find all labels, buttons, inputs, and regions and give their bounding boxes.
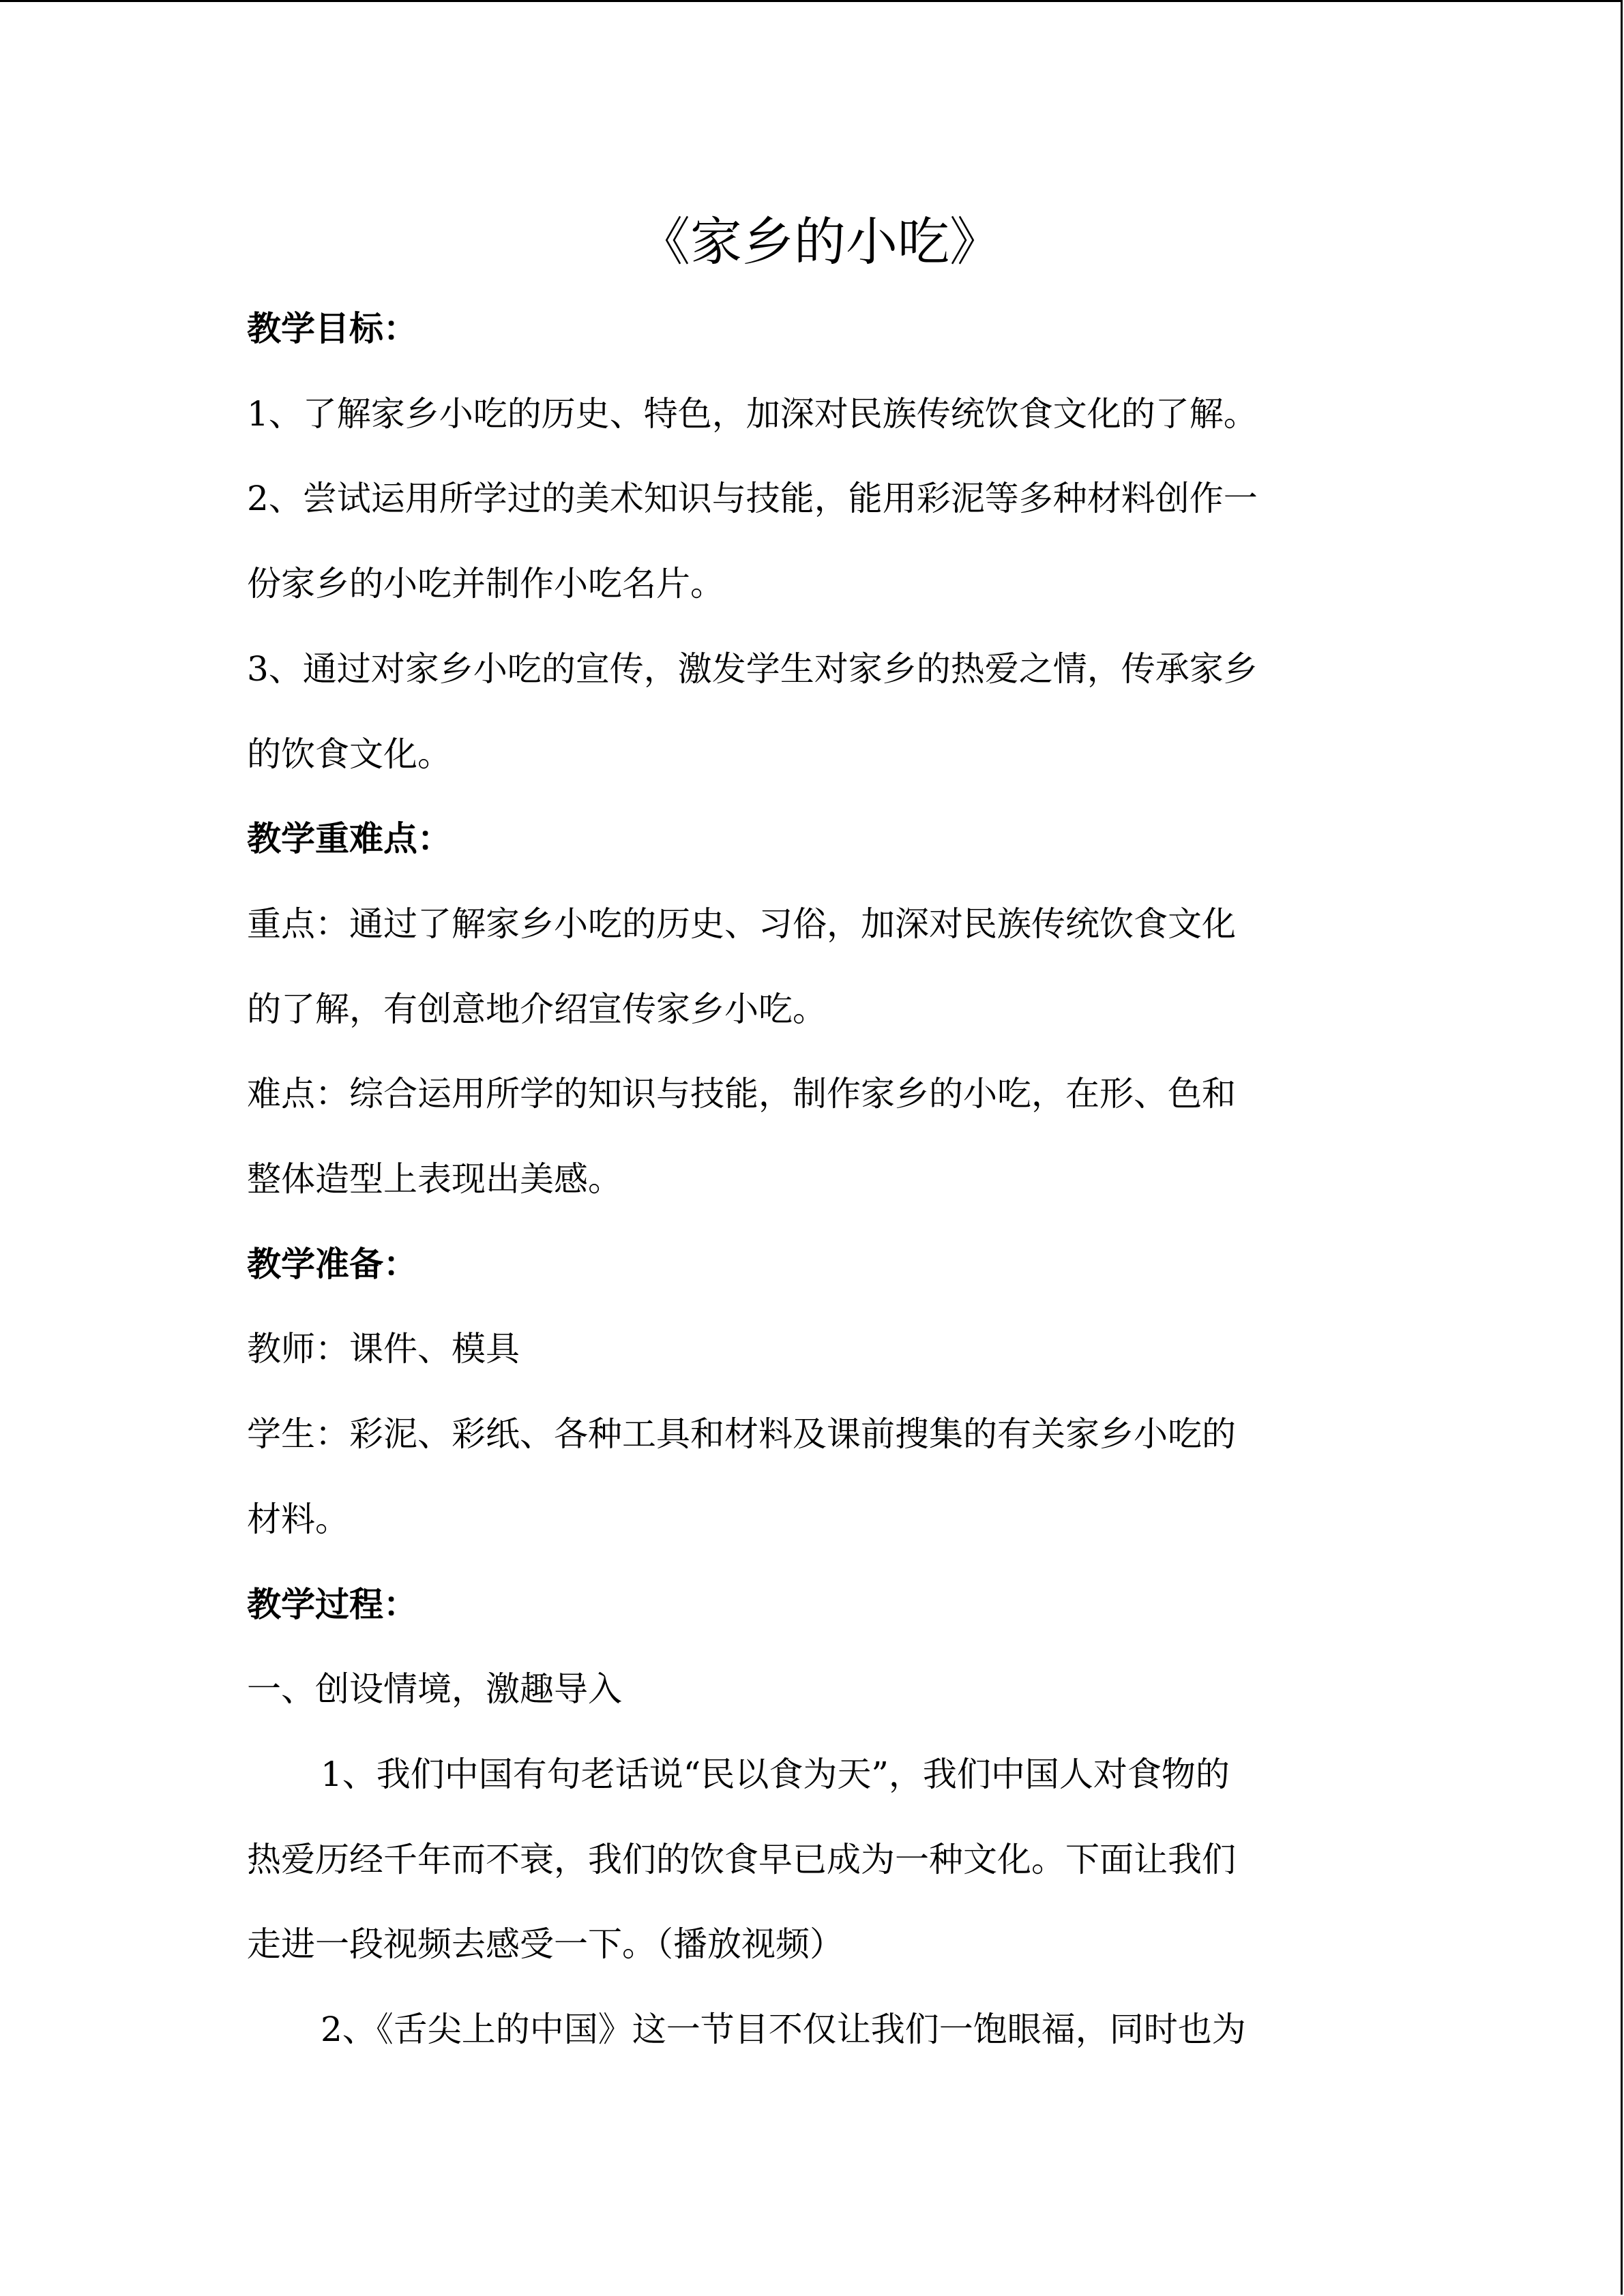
objective-1: 1、了解家乡小吃的历史、特色，加深对民族传统饮食文化的了解。 [247,393,1258,434]
difficulty-line-1: 难点：综合运用所学的知识与技能，制作家乡的小吃，在形、色和 [247,1074,1236,1114]
objective-2-line-1: 2、尝试运用所学过的美术知识与技能，能用彩泥等多种材料创作一 [247,479,1258,519]
section-heading-preparation: 教学准备： [247,1244,417,1284]
section-heading-process: 教学过程： [247,1584,417,1624]
objective-3-line-1: 3、通过对家乡小吃的宣传，激发学生对家乡的热爱之情，传承家乡 [247,648,1258,689]
document-title: 《家乡的小吃》 [638,211,1001,272]
preparation-teacher: 教师：课件、模具 [247,1329,520,1369]
objective-3-line-2: 的饮食文化。 [247,734,452,774]
preparation-student-line-2: 材料。 [247,1499,349,1539]
section-heading-key-points: 教学重难点： [247,819,452,859]
process-paragraph-2-line-1: 2、《舌尖上的中国》这一节目不仅让我们一饱眼福，同时也为 [321,2010,1246,2050]
key-point-line-2: 的了解，有创意地介绍宣传家乡小吃。 [247,989,827,1029]
process-step-1-title: 一、创设情境，激趣导入 [247,1669,622,1710]
process-paragraph-1-line-3: 走进一段视频去感受一下。（播放视频） [247,1924,844,1965]
preparation-student-line-1: 学生：彩泥、彩纸、各种工具和材料及课前搜集的有关家乡小吃的 [247,1414,1236,1455]
objective-2-line-2: 份家乡的小吃并制作小吃名片。 [247,564,724,604]
difficulty-line-2: 整体造型上表现出美感。 [247,1159,622,1199]
document-body [247,198,1379,2072]
section-heading-objectives: 教学目标： [247,309,417,348]
key-point-line-1: 重点：通过了解家乡小吃的历史、习俗，加深对民族传统饮食文化 [247,904,1236,944]
process-paragraph-1-line-1: 1、我们中国有句老话说“民以食为天”，我们中国人对食物的 [321,1754,1230,1794]
process-paragraph-1-line-2: 热爱历经千年而不衰，我们的饮食早已成为一种文化。下面让我们 [247,1839,1236,1879]
